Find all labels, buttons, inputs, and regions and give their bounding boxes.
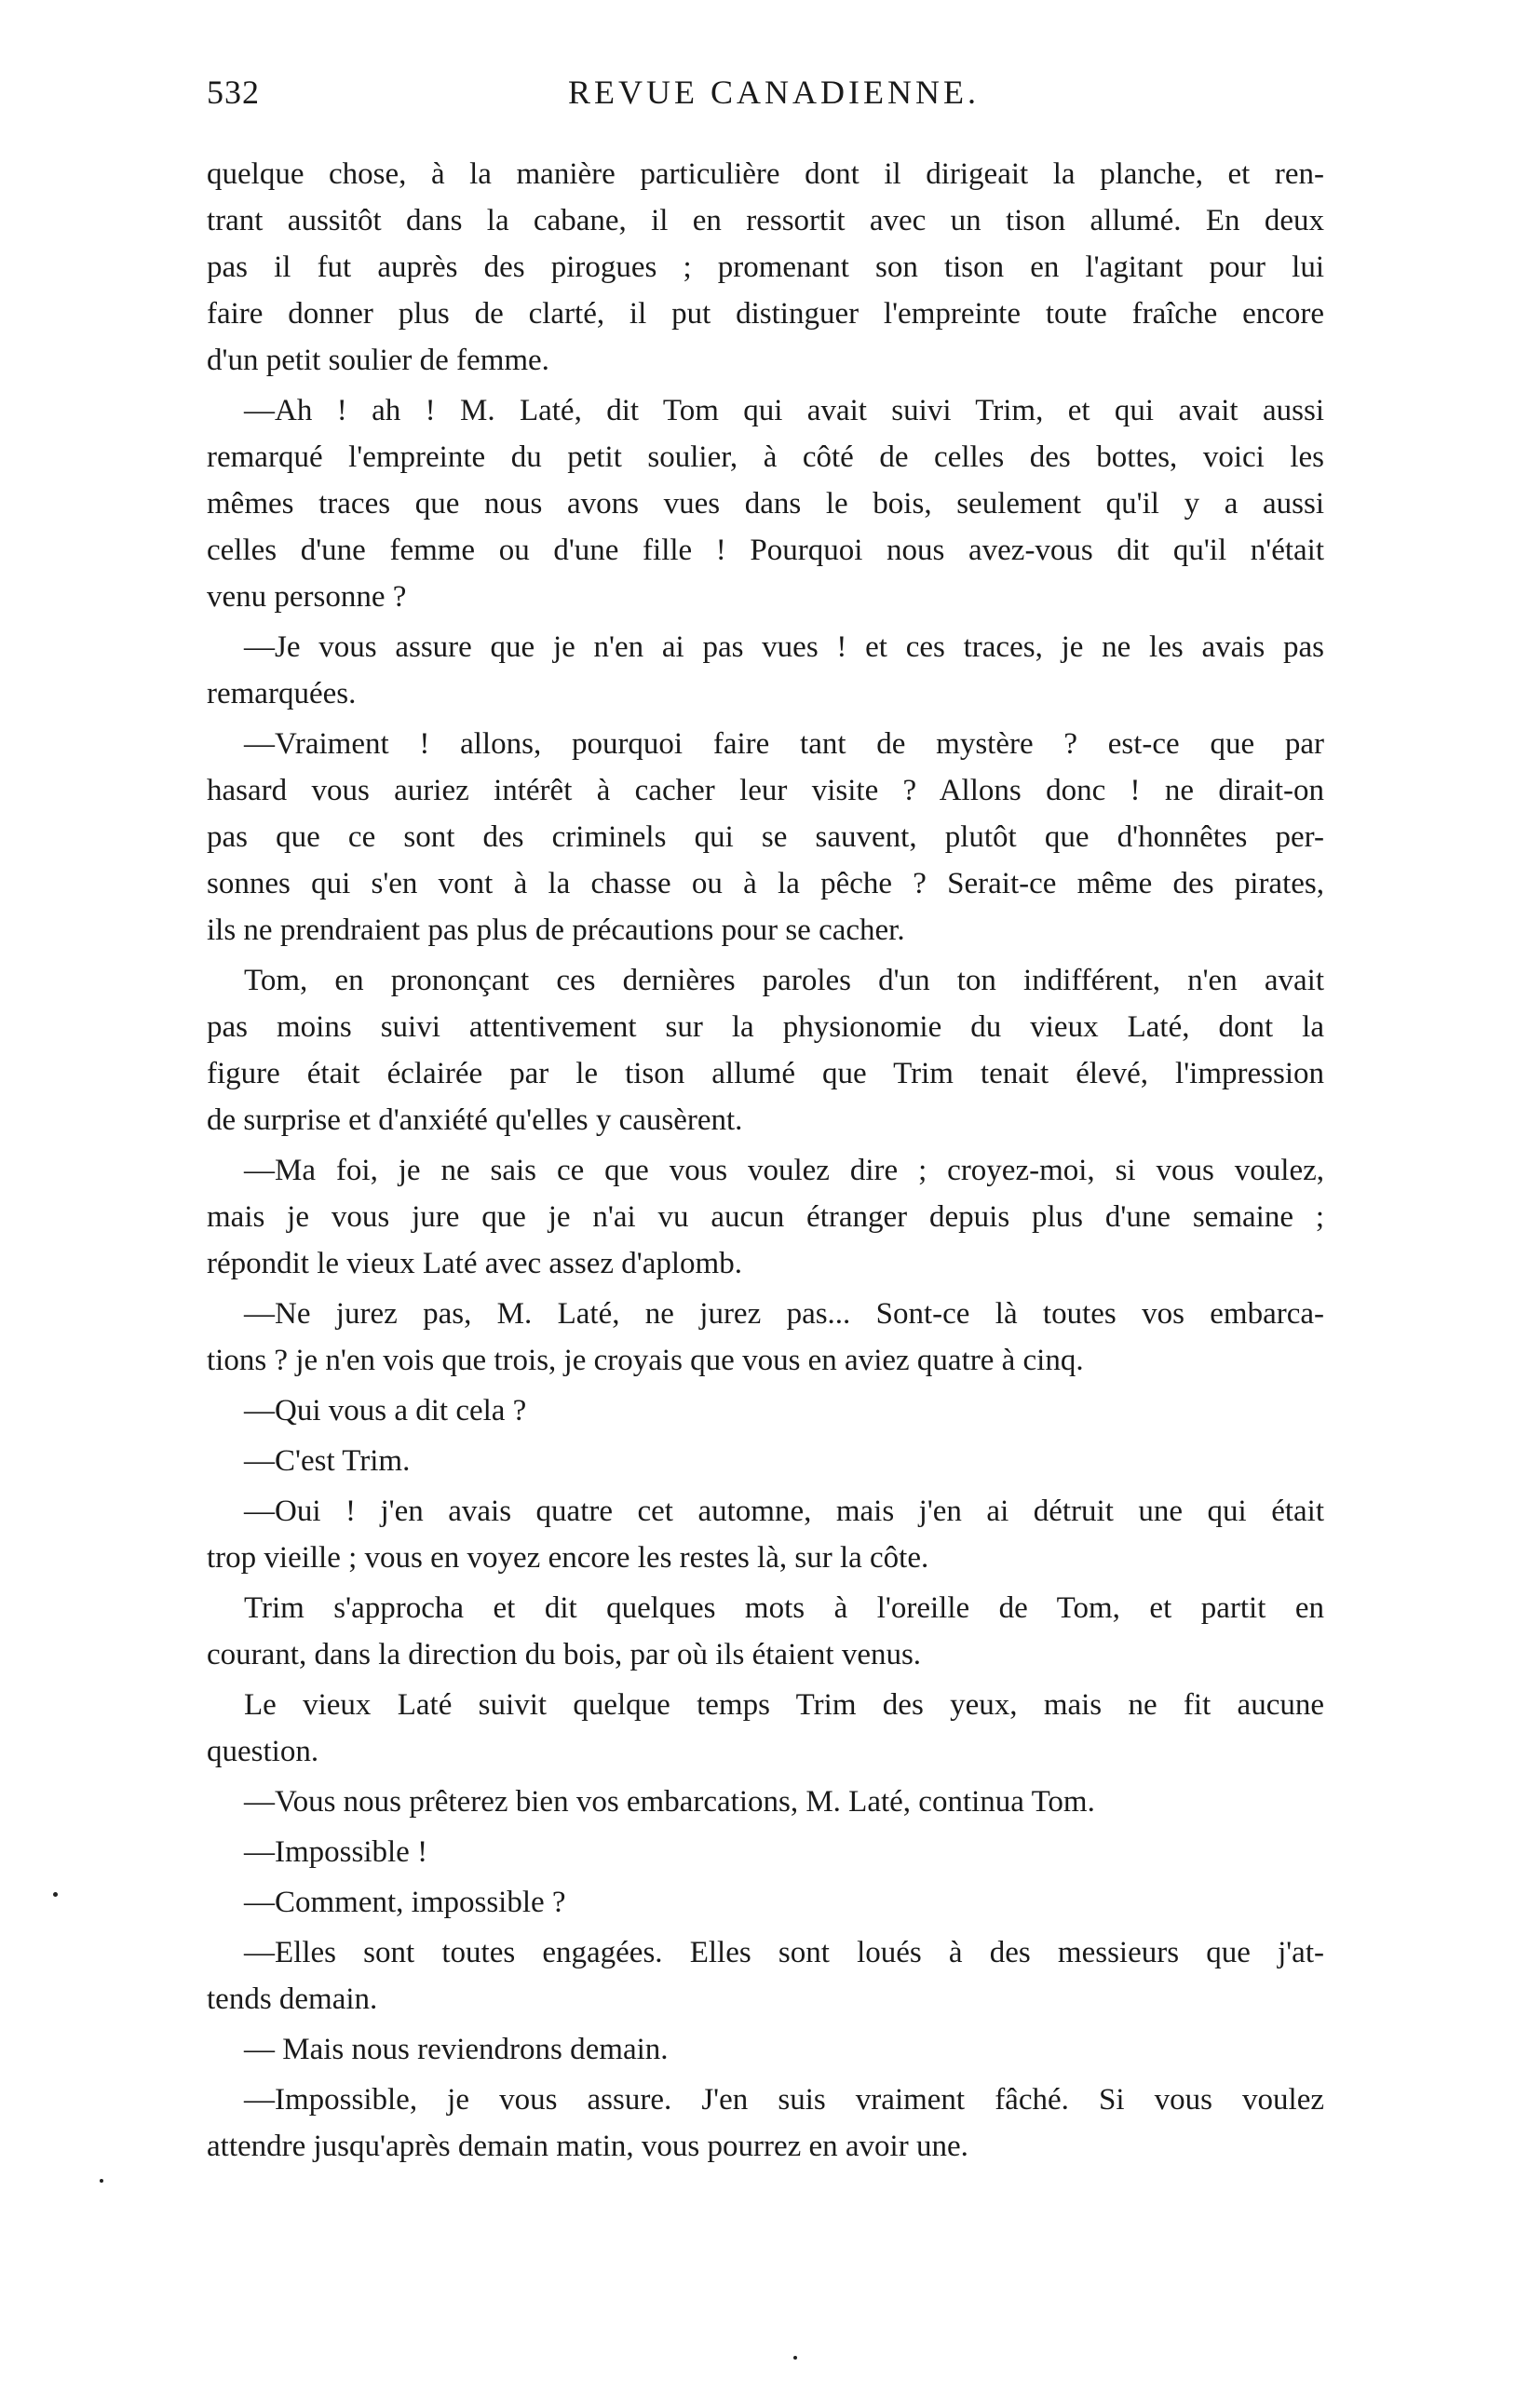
- text-line: —Impossible !: [244, 1835, 428, 1869]
- text-line: pas que ce sont des criminels qui se sauvent, plutôt que d'honnêtes per-: [207, 820, 1324, 854]
- text-line: figure était éclairée par le tison allumé que Trim tenait élevé, l'impression: [207, 1057, 1324, 1090]
- paragraph: [207, 2077, 1324, 2170]
- text-line: —Ah ! ah ! M. Laté, dit Tom qui avait suivi Trim, et qui avait aussi: [244, 394, 1324, 427]
- text-line: —Elles sont toutes engagées. Elles sont loués à des messieurs que j'at-: [244, 1936, 1324, 1969]
- text-line: Trim s'approcha et dit quelques mots à l'oreille de Tom, et partit en: [244, 1591, 1324, 1625]
- text-line: remarqué l'empreinte du petit soulier, à côté de celles des bottes, voici les: [207, 440, 1324, 474]
- paragraph: [207, 1387, 1324, 1434]
- page-number: 532: [207, 74, 260, 111]
- paragraph: [207, 1585, 1324, 1678]
- body-text: [207, 151, 1324, 2170]
- text-line: ils ne prendraient pas plus de précautions pour se cacher.: [207, 913, 905, 947]
- paragraph: [207, 721, 1324, 954]
- text-line: —Oui ! j'en avais quatre cet automne, mais j'en ai détruit une qui était: [244, 1495, 1324, 1528]
- text-line: —Vraiment ! allons, pourquoi faire tant de mystère ? est-ce que par: [244, 727, 1324, 761]
- text-line: faire donner plus de clarté, il put distinguer l'empreinte toute fraîche encore: [207, 297, 1324, 331]
- text-line: pas il fut auprès des pirogues ; promenant son tison en l'agitant pour lui: [207, 250, 1324, 284]
- paragraph: [207, 1438, 1324, 1484]
- text-line: venu personne ?: [207, 580, 407, 614]
- paragraph: [207, 1147, 1324, 1287]
- paragraph: [207, 2026, 1324, 2073]
- text-line: tends demain.: [207, 1982, 378, 2016]
- text-line: —Qui vous a dit cela ?: [244, 1394, 527, 1427]
- paragraph: [207, 1779, 1324, 1825]
- text-line: sonnes qui s'en vont à la chasse ou à la pêche ? Serait-ce même des pirates,: [207, 867, 1324, 900]
- text-line: —Ma foi, je ne sais ce que vous voulez dire ; croyez-moi, si vous voulez,: [244, 1154, 1324, 1187]
- text-line: mêmes traces que nous avons vues dans le bois, seulement qu'il y a aussi: [207, 487, 1324, 521]
- paragraph: [207, 151, 1324, 384]
- paragraph: [207, 1929, 1324, 2022]
- text-line: Tom, en prononçant ces dernières paroles d'un ton indifférent, n'en avait: [244, 964, 1324, 997]
- text-line: —Comment, impossible ?: [244, 1886, 566, 1919]
- print-speck: [53, 1892, 58, 1897]
- text-line: pas moins suivi attentivement sur la physionomie du vieux Laté, dont la: [207, 1010, 1324, 1044]
- text-line: d'un petit soulier de femme.: [207, 344, 549, 377]
- text-line: —Vous nous prêterez bien vos embarcations, M. Laté, continua Tom.: [244, 1785, 1095, 1819]
- text-line: —Ne jurez pas, M. Laté, ne jurez pas... Sont-ce là toutes vos embarca-: [244, 1297, 1324, 1331]
- text-line: —Impossible, je vous assure. J'en suis vraiment fâché. Si vous voulez: [244, 2083, 1324, 2117]
- text-line: celles d'une femme ou d'une fille ! Pourquoi nous avez-vous dit qu'il n'était: [207, 534, 1324, 567]
- text-line: trop vieille ; vous en voyez encore les restes là, sur la côte.: [207, 1541, 929, 1575]
- text-line: hasard vous auriez intérêt à cacher leur visite ? Allons donc ! ne dirait-on: [207, 774, 1324, 807]
- text-line: trant aussitôt dans la cabane, il en ressortit avec un tison allumé. En deux: [207, 204, 1324, 237]
- print-speck: [100, 2179, 103, 2183]
- paragraph: [207, 1879, 1324, 1926]
- print-speck: [793, 2356, 797, 2360]
- text-line: question.: [207, 1735, 319, 1768]
- paragraph: [207, 957, 1324, 1143]
- text-line: —C'est Trim.: [244, 1444, 411, 1478]
- paragraph: [207, 624, 1324, 717]
- text-line: courant, dans la direction du bois, par où ils étaient venus.: [207, 1638, 922, 1671]
- text-line: mais je vous jure que je n'ai vu aucun étranger depuis plus d'une semaine ;: [207, 1200, 1324, 1234]
- text-line: quelque chose, à la manière particulière dont il dirigeait la planche, et ren-: [207, 157, 1324, 191]
- paragraph: [207, 387, 1324, 620]
- paragraph: [207, 1291, 1324, 1384]
- text-line: tions ? je n'en vois que trois, je croyais que vous en aviez quatre à cinq.: [207, 1344, 1084, 1377]
- text-line: attendre jusqu'après demain matin, vous pourrez en avoir une.: [207, 2130, 968, 2163]
- running-title: REVUE CANADIENNE.: [568, 74, 980, 111]
- text-line: — Mais nous reviendrons demain.: [244, 2033, 669, 2066]
- paragraph: [207, 1488, 1324, 1581]
- paragraph: [207, 1829, 1324, 1875]
- text-line: de surprise et d'anxiété qu'elles y causèrent.: [207, 1103, 743, 1137]
- text-line: répondit le vieux Laté avec assez d'aplomb.: [207, 1247, 742, 1280]
- paragraph: [207, 1682, 1324, 1775]
- text-line: —Je vous assure que je n'en ai pas vues ! et ces traces, je ne les avais pas: [244, 630, 1324, 664]
- page-header: [207, 73, 1324, 119]
- text-line: Le vieux Laté suivit quelque temps Trim des yeux, mais ne fit aucune: [244, 1688, 1324, 1722]
- text-line: remarquées.: [207, 677, 357, 710]
